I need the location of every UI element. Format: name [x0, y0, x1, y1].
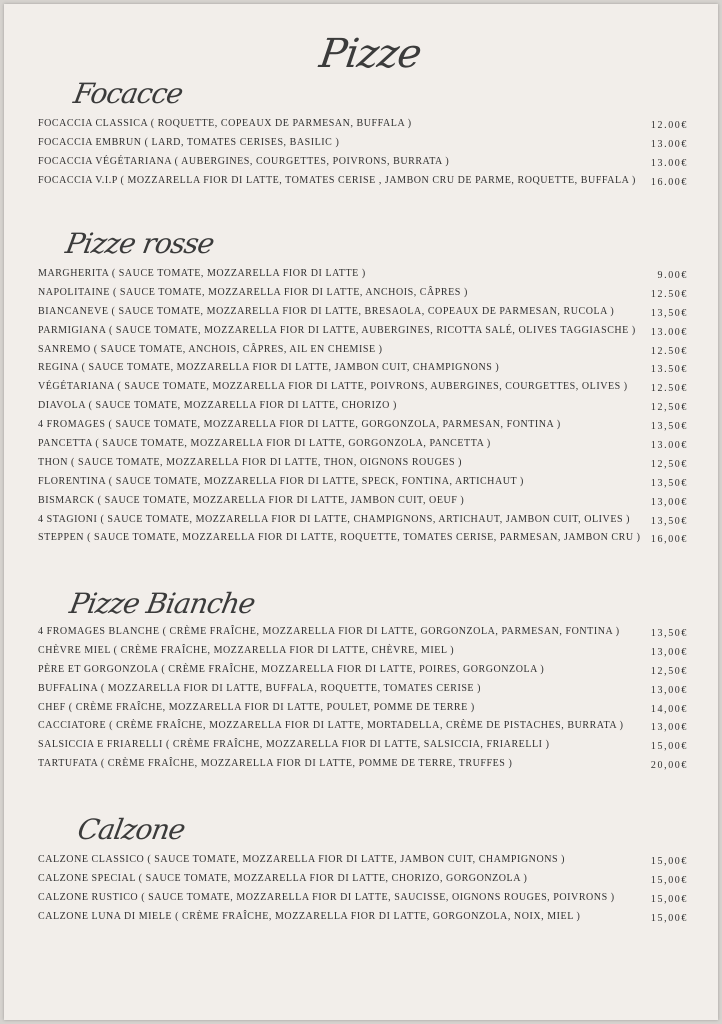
menu-item-price: 12.00€	[650, 120, 688, 131]
menu-item-name: NAPOLITAINE ( SAUCE TOMATE, MOZZARELLA FIOR DI LATTE, ANCHOIS, CÂPRES )	[38, 286, 468, 298]
menu-item-price: 15,00€	[650, 741, 688, 753]
menu-item-price: 13,50€	[650, 421, 688, 433]
menu-item-price: 15,00€	[650, 856, 688, 867]
menu-item	[38, 419, 688, 438]
menu-item-price: 9.00€	[657, 270, 688, 281]
menu-item	[38, 287, 688, 306]
menu-item	[38, 175, 688, 194]
menu-item-name: BUFFALINA ( MOZZARELLA FIOR DI LATTE, BUFFALA, ROQUETTE, TOMATES CERISE )	[38, 682, 482, 694]
menu-item-price: 12.50€	[650, 383, 688, 395]
menu-item	[38, 854, 688, 873]
menu-item-price: 12,50€	[650, 665, 688, 677]
menu-item	[38, 702, 688, 721]
menu-item-name: PÈRE ET GORGONZOLA ( CRÈME FRAÎCHE, MOZZARELLA FIOR DI LATTE, POIRES, GORGONZOLA )	[38, 663, 545, 675]
menu-item-price: 14,00€	[650, 703, 688, 715]
section-title-focacce: Focacce	[71, 77, 186, 110]
menu-item-name: THON ( SAUCE TOMATE, MOZZARELLA FIOR DI LATTE, THON, OIGNONS ROUGES )	[38, 456, 463, 468]
menu-item	[38, 438, 688, 457]
menu-item	[38, 268, 688, 287]
menu-item-price: 13.50€	[650, 364, 688, 376]
menu-item	[38, 758, 688, 777]
menu-item-name: 4 FROMAGES ( SAUCE TOMATE, MOZZARELLA FIOR DI LATTE, GORGONZOLA, PARMESAN, FONTINA )	[38, 419, 561, 431]
menu-item-name: 4 STAGIONI ( SAUCE TOMATE, MOZZARELLA FIOR DI LATTE, CHAMPIGNONS, ARTICHAUT, JAMBON CUIT, OLIVES )	[38, 513, 631, 525]
menu-item	[38, 457, 688, 476]
menu-item-price: 15,00€	[650, 874, 688, 886]
menu-item-price: 13.00€	[650, 326, 688, 338]
menu-item-name: CHÈVRE MIEL ( CRÈME FRAÎCHE, MOZZARELLA FIOR DI LATTE, CHÈVRE, MIEL )	[38, 644, 455, 656]
menu-item-price: 13,50€	[650, 515, 688, 527]
menu-item-name: TARTUFATA ( CRÈME FRAÎCHE, MOZZARELLA FIOR DI LATTE, POMME DE TERRE, TRUFFES )	[38, 758, 513, 770]
menu-item	[38, 720, 688, 739]
menu-item-price: 20,00€	[650, 760, 688, 772]
menu-item-price: 13,50€	[650, 477, 688, 489]
menu-item-price: 13.00€	[650, 440, 688, 452]
menu-item	[38, 400, 688, 419]
menu-item-name: PARMIGIANA ( SAUCE TOMATE, MOZZARELLA FIOR DI LATTE, AUBERGINES, RICOTTA SALÉ, OLIVES TAGGIASCHE )	[38, 324, 636, 336]
menu-item-name: MARGHERITA ( SAUCE TOMATE, MOZZARELLA FIOR DI LATTE )	[38, 268, 366, 279]
menu-item-name: FOCACCIA EMBRUN ( LARD, TOMATES CERISES, BASILIC )	[38, 136, 340, 148]
section-title-pizze-bianche: Pizze Bianche	[67, 587, 258, 620]
menu-item-name: BIANCANEVE ( SAUCE TOMATE, MOZZARELLA FIOR DI LATTE, BRESAOLA, COPEAUX DE PARMESAN, RUCOLA )	[38, 305, 615, 317]
menu-item-name: BISMARCK ( SAUCE TOMATE, MOZZARELLA FIOR DI LATTE, JAMBON CUIT, OEUF )	[38, 494, 465, 506]
menu-item-name: CALZONE LUNA DI MIELE ( CRÈME FRAÎCHE, MOZZARELLA FIOR DI LATTE, GORGONZOLA, NOIX, MIEL )	[38, 910, 581, 922]
menu-item-name: CHEF ( CRÈME FRAÎCHE, MOZZARELLA FIOR DI LATTE, POULET, POMME DE TERRE )	[38, 701, 475, 713]
menu-page	[4, 4, 718, 1020]
menu-item	[38, 362, 688, 381]
menu-item-price: 13,50€	[650, 628, 688, 639]
menu-item	[38, 645, 688, 664]
pizze-rosse-list	[38, 268, 688, 551]
menu-item-price: 13,00€	[650, 684, 688, 696]
menu-item	[38, 476, 688, 495]
menu-item-name: 4 FROMAGES BLANCHE ( CRÈME FRAÎCHE, MOZZARELLA FIOR DI LATTE, GORGONZOLA, PARMESAN, FONTINA )	[38, 626, 620, 637]
menu-item-price: 13,00€	[650, 496, 688, 508]
menu-item-name: FOCACCIA VÉGÉTARIANA ( AUBERGINES, COURGETTES, POIVRONS, BURRATA )	[38, 155, 450, 167]
menu-item-name: REGINA ( SAUCE TOMATE, MOZZARELLA FIOR DI LATTE, JAMBON CUIT, CHAMPIGNONS )	[38, 362, 500, 374]
menu-item	[38, 495, 688, 514]
menu-item-price: 12,50€	[650, 458, 688, 470]
menu-item-name: SALSICCIA E FRIARELLI ( CRÈME FRAÎCHE, MOZZARELLA FIOR DI LATTE, SALSICCIA, FRIARELLI )	[38, 739, 550, 751]
menu-item-price: 13,00€	[650, 722, 688, 734]
menu-item-price: 16,00€	[650, 534, 688, 546]
menu-item	[38, 306, 688, 325]
menu-item	[38, 118, 688, 137]
menu-item	[38, 911, 688, 930]
menu-item-price: 15,00€	[650, 912, 688, 924]
menu-item	[38, 325, 688, 344]
menu-item	[38, 344, 688, 363]
menu-item-name: VÉGÉTARIANA ( SAUCE TOMATE, MOZZARELLA FIOR DI LATTE, POIVRONS, AUBERGINES, COURGETTES, OLIVES )	[38, 381, 628, 393]
menu-item-name: FOCACCIA V.I.P ( MOZZARELLA FIOR DI LATTE, TOMATES CERISE , JAMBON CRU DE PARME, ROQUETTE, BUFFALA )	[38, 174, 636, 186]
menu-item-price: 12.50€	[650, 288, 688, 300]
menu-item	[38, 532, 688, 551]
menu-item-name: STEPPEN ( SAUCE TOMATE, MOZZARELLA FIOR DI LATTE, ROQUETTE, TOMATES CERISE, PARMESAN, JAMBON CRU )	[38, 532, 641, 544]
pizze-bianche-list	[38, 626, 688, 777]
menu-item	[38, 381, 688, 400]
menu-item	[38, 683, 688, 702]
menu-item-name: FOCACCIA CLASSICA ( ROQUETTE, COPEAUX DE PARMESAN, BUFFALA )	[38, 118, 412, 129]
page-title: Pizze	[316, 31, 424, 77]
menu-item-price: 12,50€	[650, 402, 688, 414]
section-title-pizze-rosse: Pizze rosse	[63, 227, 217, 260]
menu-item-name: CALZONE CLASSICO ( SAUCE TOMATE, MOZZARELLA FIOR DI LATTE, JAMBON CUIT, CHAMPIGNONS )	[38, 854, 566, 865]
menu-item-price: 12.50€	[650, 345, 688, 357]
menu-item	[38, 514, 688, 533]
menu-item-name: FLORENTINA ( SAUCE TOMATE, MOZZARELLA FIOR DI LATTE, SPECK, FONTINA, ARTICHAUT )	[38, 475, 524, 487]
menu-item-name: CALZONE RUSTICO ( SAUCE TOMATE, MOZZARELLA FIOR DI LATTE, SAUCISSE, OIGNONS ROUGES, POIVRONS )	[38, 891, 615, 903]
menu-item	[38, 892, 688, 911]
menu-item	[38, 156, 688, 175]
menu-item	[38, 739, 688, 758]
menu-item-name: SANREMO ( SAUCE TOMATE, ANCHOIS, CÂPRES, AIL EN CHEMISE )	[38, 343, 383, 355]
menu-item-price: 15,00€	[650, 893, 688, 905]
menu-item-name: PANCETTA ( SAUCE TOMATE, MOZZARELLA FIOR DI LATTE, GORGONZOLA, PANCETTA )	[38, 438, 491, 450]
menu-item-name: CALZONE SPECIAL ( SAUCE TOMATE, MOZZARELLA FIOR DI LATTE, CHORIZO, GORGONZOLA )	[38, 872, 528, 884]
menu-item-name: DIAVOLA ( SAUCE TOMATE, MOZZARELLA FIOR DI LATTE, CHORIZO )	[38, 400, 397, 412]
focacce-list	[38, 118, 688, 194]
menu-item-price: 16.00€	[650, 176, 688, 188]
menu-item-price: 13.00€	[650, 157, 688, 169]
menu-item	[38, 873, 688, 892]
menu-item	[38, 626, 688, 645]
menu-item	[38, 137, 688, 156]
menu-item-price: 13.00€	[650, 138, 688, 150]
menu-item-price: 13,00€	[650, 646, 688, 658]
menu-item	[38, 664, 688, 683]
menu-item-name: CACCIATORE ( CRÈME FRAÎCHE, MOZZARELLA FIOR DI LATTE, MORTADELLA, CRÈME DE PISTACHES, BURRATA )	[38, 720, 624, 732]
section-title-calzone: Calzone	[75, 813, 188, 846]
calzone-list	[38, 854, 688, 930]
menu-item-price: 13,50€	[650, 307, 688, 319]
